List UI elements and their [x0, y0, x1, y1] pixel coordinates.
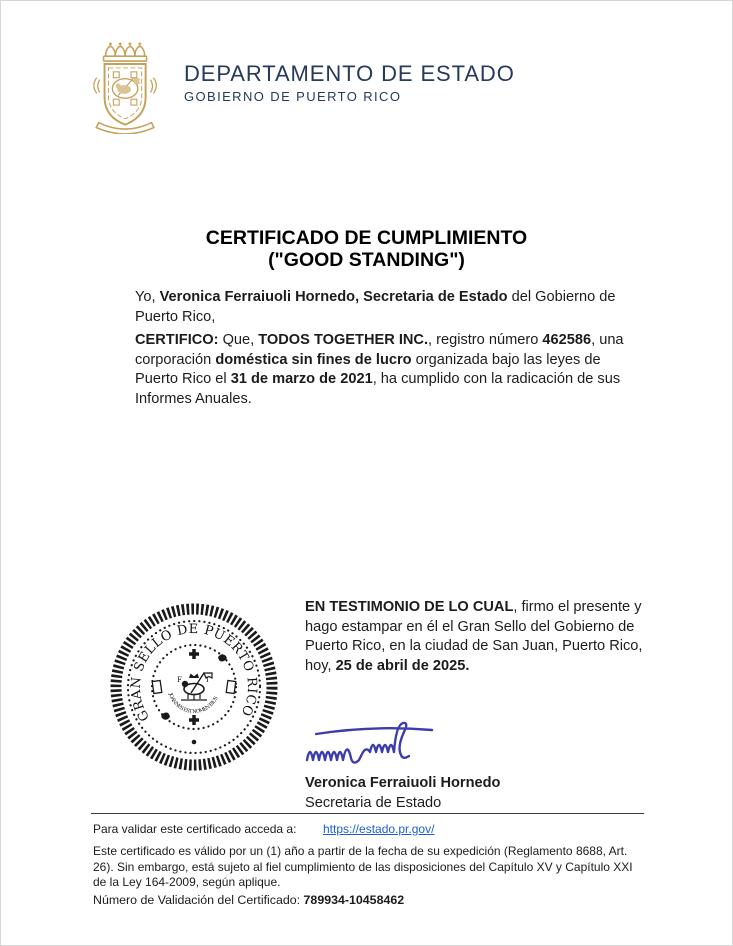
- certificate-title-line2: ("GOOD STANDING"): [268, 248, 465, 271]
- validation-row: [93, 822, 646, 836]
- cert-text-1: Que,: [218, 332, 259, 348]
- government-name: GOBIERNO DE PUERTO RICO: [184, 88, 402, 104]
- certificate-title-line1: CERTIFICADO DE CUMPLIMIENTO: [205, 227, 528, 249]
- legal-disclaimer: Este certificado es válido por un (1) año a partir de la fecha de su expedición (Reglamento 8688, Art. 26). Sin embargo, está sujeto al fiel cumplimiento de las disposiciones del Capítulo XV y Capítulo XXI de la Ley 164-2009, según aplique.: [93, 844, 633, 890]
- seal-book-left: [152, 681, 162, 694]
- seal-letter-f: F: [177, 676, 182, 684]
- entity-name: TODOS TOGETHER INC.: [258, 332, 429, 348]
- cert-text-3: , una corporación: [135, 332, 624, 368]
- seal-inner-motto: JOANNES EST NOMEN EIUS: [166, 692, 220, 715]
- signatory-role: Secretaria de Estado: [305, 794, 442, 811]
- validation-link[interactable]: https://estado.pr.gov/: [323, 822, 435, 836]
- intro-paragraph: [135, 288, 622, 327]
- letterhead-text: [184, 61, 515, 104]
- incorporation-date: 31 de marzo de 2021: [230, 371, 373, 388]
- certification-paragraph: [135, 331, 627, 409]
- seal-ring-text: GRAN SELLO DE PUERTO RICO: [128, 621, 260, 724]
- great-seal-of-puerto-rico: [104, 597, 284, 777]
- issue-date: 25 de abril de 2025.: [335, 657, 470, 674]
- seal-cross-bottom: [189, 715, 199, 725]
- validation-number-value: 789934-10458462: [303, 893, 405, 907]
- seal-letter-i: I: [206, 676, 209, 684]
- corporation-type: doméstica sin fines de lucro: [215, 351, 412, 368]
- validation-label: Para validar este certificado acceda a:: [93, 822, 297, 836]
- cert-text-4: organizada bajo las leyes de Puerto Rico el: [135, 351, 601, 388]
- cert-text-2: , registro número: [428, 332, 543, 348]
- department-name: DEPARTAMENTO DE ESTADO: [184, 60, 515, 86]
- footer-divider: [91, 813, 644, 814]
- svg-text:GRAN SELLO DE PUERTO RICO: [129, 622, 260, 724]
- intro-prefix: Yo,: [135, 289, 160, 305]
- testimony-paragraph: [305, 598, 649, 676]
- testimony-lead: EN TESTIMONIO DE LO CUAL: [305, 599, 514, 615]
- official-name-bold: Veronica Ferraiuoli Hornedo, Secretaria de Estado: [159, 289, 508, 305]
- validation-number-row: [93, 893, 404, 907]
- signatory-name: Veronica Ferraiuoli Hornedo: [305, 775, 501, 791]
- cert-text-5: , ha cumplido con la radicación de sus Informes Anuales.: [135, 371, 621, 407]
- intro-suffix: del Gobierno de Puerto Rico,: [135, 289, 616, 325]
- seal-ring-dot: [192, 740, 197, 745]
- registry-number: 462586: [542, 332, 592, 348]
- seal-cross-top: [189, 649, 199, 659]
- validation-number-label: Número de Validación del Certificado:: [93, 893, 304, 907]
- certificate-title: [1, 228, 732, 271]
- seal-book-right: [226, 681, 236, 694]
- seal-lamb: [181, 673, 212, 700]
- certifico-label: CERTIFICO:: [135, 332, 219, 348]
- signatory-block: [305, 774, 500, 813]
- secretary-signature: [302, 717, 462, 773]
- letterhead: [85, 40, 515, 134]
- puerto-rico-coat-of-arms-icon: [85, 40, 173, 134]
- testimony-body: , firmo el presente y hago estampar en él el Gran Sello del Gobierno de Puerto Rico, en la ciudad de San Juan, Puerto Rico, hoy,: [305, 599, 643, 674]
